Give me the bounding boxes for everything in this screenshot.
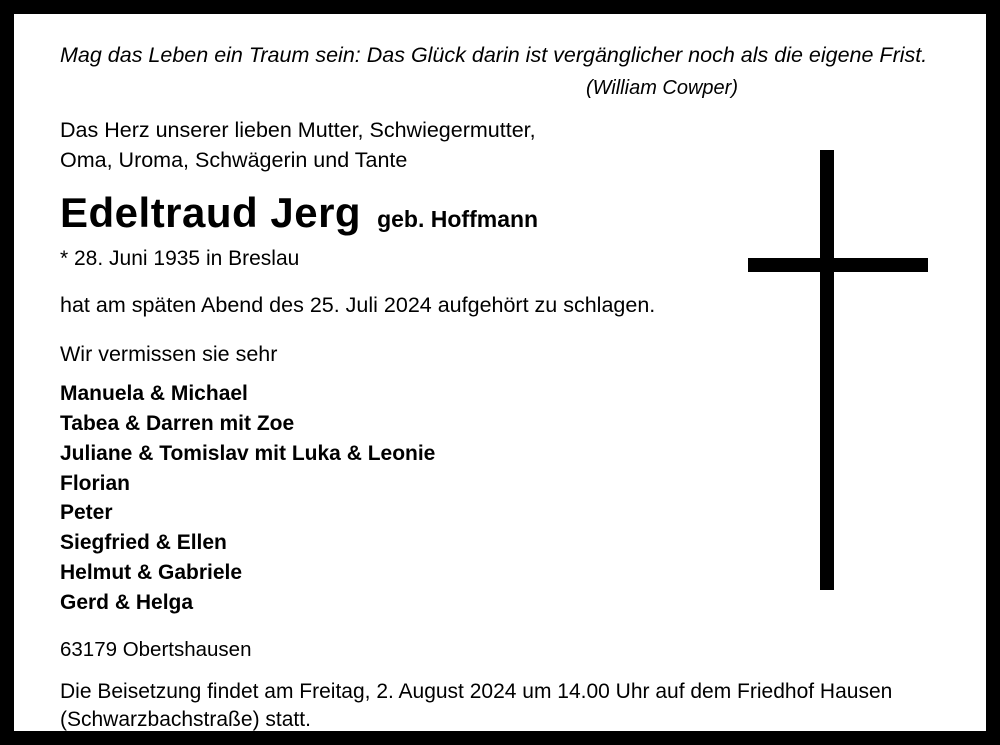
survivors-list bbox=[60, 379, 740, 618]
relationship-intro bbox=[60, 116, 740, 175]
notice-inner-panel bbox=[14, 14, 986, 731]
deceased-name-line bbox=[60, 189, 740, 237]
mourning-statement: Wir vermissen sie sehr bbox=[60, 342, 278, 367]
deceased-maiden-name: geb. Hoffmann bbox=[377, 206, 539, 233]
funeral-details-line-2: (Schwarzbachstraße) statt. bbox=[60, 708, 311, 731]
list-item: Siegfried & Ellen bbox=[60, 531, 227, 555]
death-statement: hat am späten Abend des 25. Juli 2024 aufgehört zu schlagen. bbox=[60, 293, 656, 318]
list-item: Peter bbox=[60, 501, 113, 525]
funeral-details bbox=[60, 678, 960, 731]
list-item: Juliane & Tomislav mit Luka & Leonie bbox=[60, 441, 436, 465]
notice-text-column bbox=[60, 42, 928, 731]
birth-details: * 28. Juni 1935 in Breslau bbox=[60, 247, 300, 271]
deceased-name: Edeltraud Jerg bbox=[60, 189, 362, 237]
relationship-intro-line-2: Oma, Uroma, Schwägerin und Tante bbox=[60, 147, 408, 172]
list-item: Tabea & Darren mit Zoe bbox=[60, 412, 295, 435]
funeral-details-line-1: Die Beisetzung findet am Freitag, 2. August 2024 um 14.00 Uhr auf dem Friedhof Hausen bbox=[60, 679, 893, 703]
epitaph-quote: Mag das Leben ein Traum sein: Das Glück darin ist vergänglicher noch als die eigene Frist. bbox=[60, 43, 928, 67]
list-item: Helmut & Gabriele bbox=[60, 561, 243, 585]
list-item: Florian bbox=[60, 471, 131, 495]
list-item: Manuela & Michael bbox=[60, 382, 248, 406]
residence-location: 63179 Obertshausen bbox=[60, 637, 252, 661]
list-item: Gerd & Helga bbox=[60, 590, 194, 614]
quote-author: (William Cowper) bbox=[585, 76, 738, 99]
christian-cross-icon bbox=[748, 150, 928, 590]
relationship-intro-line-1: Das Herz unserer lieben Mutter, Schwiegermutter, bbox=[60, 117, 536, 142]
